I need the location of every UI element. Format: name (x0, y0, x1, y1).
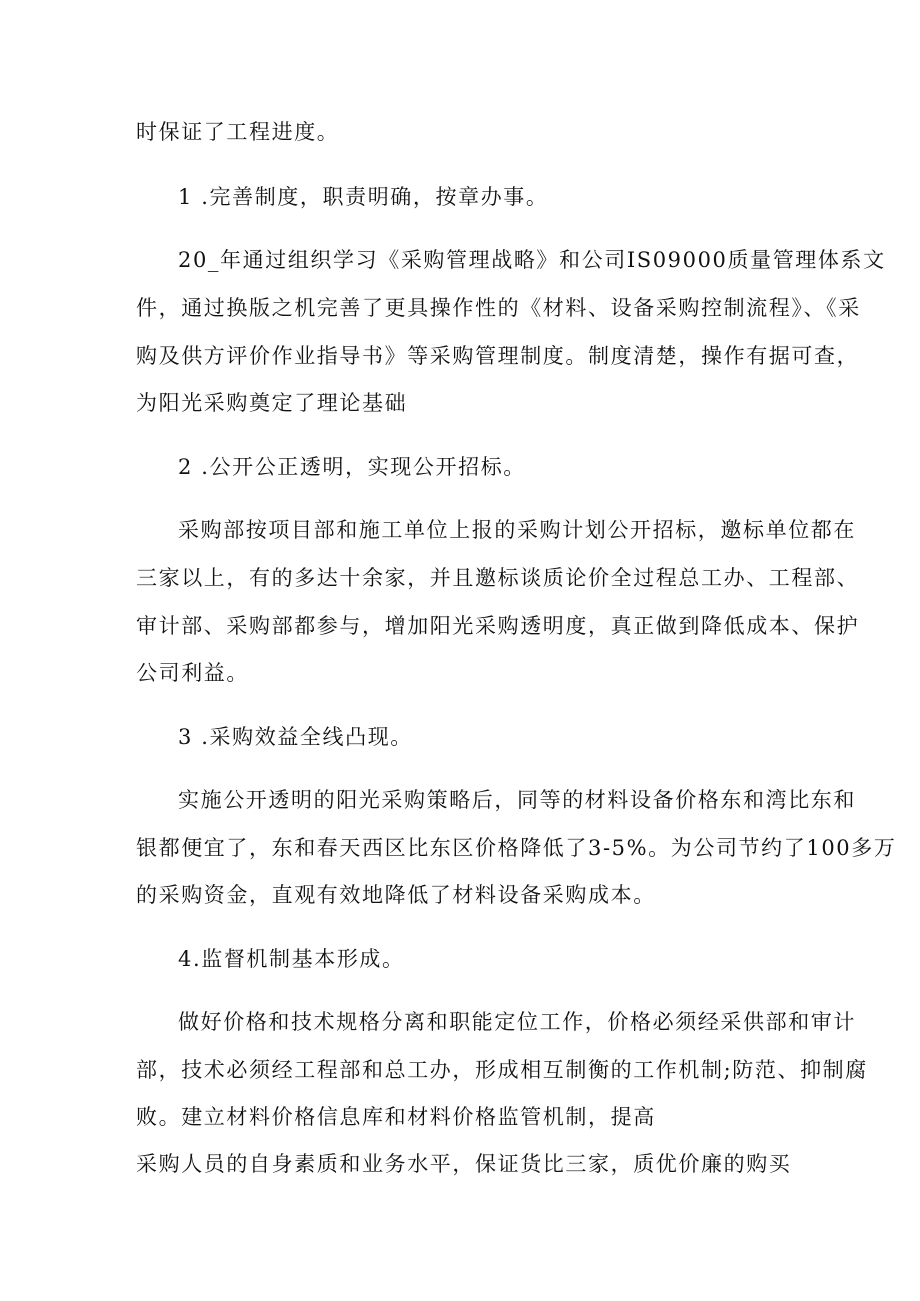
text-line: 购及供方评价作业指导书》等采购管理制度。制度清楚，操作有据可查， (136, 344, 860, 368)
text-line: 为阳光采购奠定了理论基础 (136, 391, 408, 415)
text-line: 公司利益。 (136, 661, 249, 685)
text-line: 做好价格和技术规格分离和职能定位工作，价格必须经采供部和审计 (178, 1010, 856, 1034)
section-heading-2: 2 .公开公正透明，实现公开招标。 (178, 455, 526, 479)
section-heading-3: 3 .采购效益全线凸现。 (178, 725, 413, 749)
text-line: 三家以上，有的多达十余家，并且邀标谈质论价全过程总工办、工程部、 (136, 566, 860, 590)
section-heading-1: 1 .完善制度，职责明确，按章办事。 (178, 185, 549, 209)
text-line: 20_年通过组织学习《采购管理战略》和公司IS09000质量管理体系文 (178, 248, 886, 272)
text-line: 时保证了工程进度。 (136, 120, 340, 144)
text-line: 败。建立材料价格信息库和材料价格监管机制，提高 (136, 1105, 656, 1129)
section-heading-4: 4.监督机制基本形成。 (178, 947, 405, 971)
text-line: 审计部、采购部都参与，增加阳光采购透明度，真正做到降低成本、保护 (136, 614, 860, 638)
text-line: 的采购资金，直观有效地降低了材料设备采购成本。 (136, 883, 656, 907)
text-line: 实施公开透明的阳光采购策略后，同等的材料设备价格东和湾比东和 (178, 788, 856, 812)
text-line: 部，技术必须经工程部和总工办，形成相互制衡的工作机制;防范、抑制腐 (136, 1058, 868, 1082)
text-line: 采购部按项目部和施工单位上报的采购计划公开招标，邀标单位都在 (178, 518, 856, 542)
text-line: 采购人员的自身素质和业务水平，保证货比三家，质优价廉的购买 (136, 1152, 792, 1176)
text-line: 银都便宜了，东和春天西区比东区价格降低了3-5%。为公司节约了100多万 (136, 836, 897, 860)
text-line: 件，通过换版之机完善了更具操作性的《材料、设备采购控制流程》、《采 (136, 296, 861, 320)
